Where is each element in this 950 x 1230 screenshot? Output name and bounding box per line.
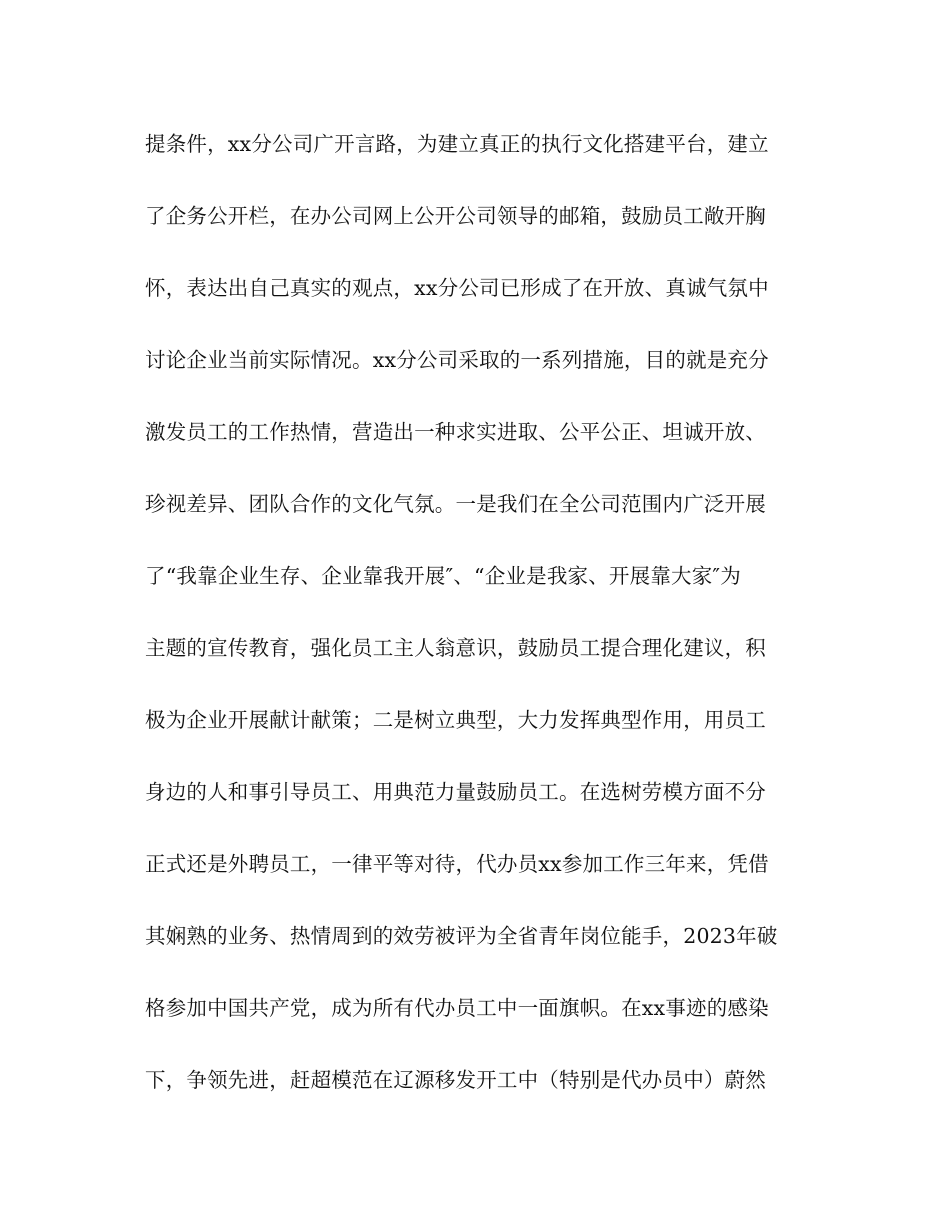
text-line: 提条件，xx分公司广开言路，为建立真正的执行文化搭建平台，建立 (145, 132, 769, 156)
text-line: 其娴熟的业务、热情周到的效劳被评为全省青年岗位能手，2023年破 (145, 924, 778, 948)
text-line: 格参加中国共产党，成为所有代办员工中一面旗帜。在xx事迹的感染 (145, 996, 769, 1020)
text-line: 讨论企业当前实际情况。xx分公司采取的一系列措施，目的就是充分 (145, 348, 769, 372)
text-line: 了企务公开栏，在办公司网上公开公司领导的邮箱，鼓励员工敞开胸 (145, 204, 766, 228)
text-line: 身边的人和事引导员工、用典范力量鼓励员工。在选树劳模方面不分 (145, 780, 766, 804)
text-line: 主题的宣传教育，强化员工主人翁意识，鼓励员工提合理化建议，积 (145, 636, 766, 660)
text-line: 了“我靠企业生存、企业靠我开展″、“企业是我家、开展靠大家″为 (145, 564, 741, 588)
text-line: 极为企业开展献计献策；二是树立典型，大力发挥典型作用，用员工 (145, 708, 766, 732)
text-line: 下，争领先进，赶超模范在辽源移发开工中（特别是代办员中）蔚然 (145, 1068, 766, 1092)
text-line: 怀，表达出自己真实的观点，xx分公司已形成了在开放、真诚气氛中 (145, 276, 769, 300)
text-line: 珍视差异、团队合作的文化气氛。一是我们在全公司范围内广泛开展 (145, 492, 766, 516)
text-line: 激发员工的工作热情，营造出一种求实进取、公平公正、坦诚开放、 (145, 420, 766, 444)
body-text (145, 123, 815, 1131)
text-line: 正式还是外聘员工，一律平等对待，代办员xx参加工作三年来，凭借 (145, 852, 769, 876)
